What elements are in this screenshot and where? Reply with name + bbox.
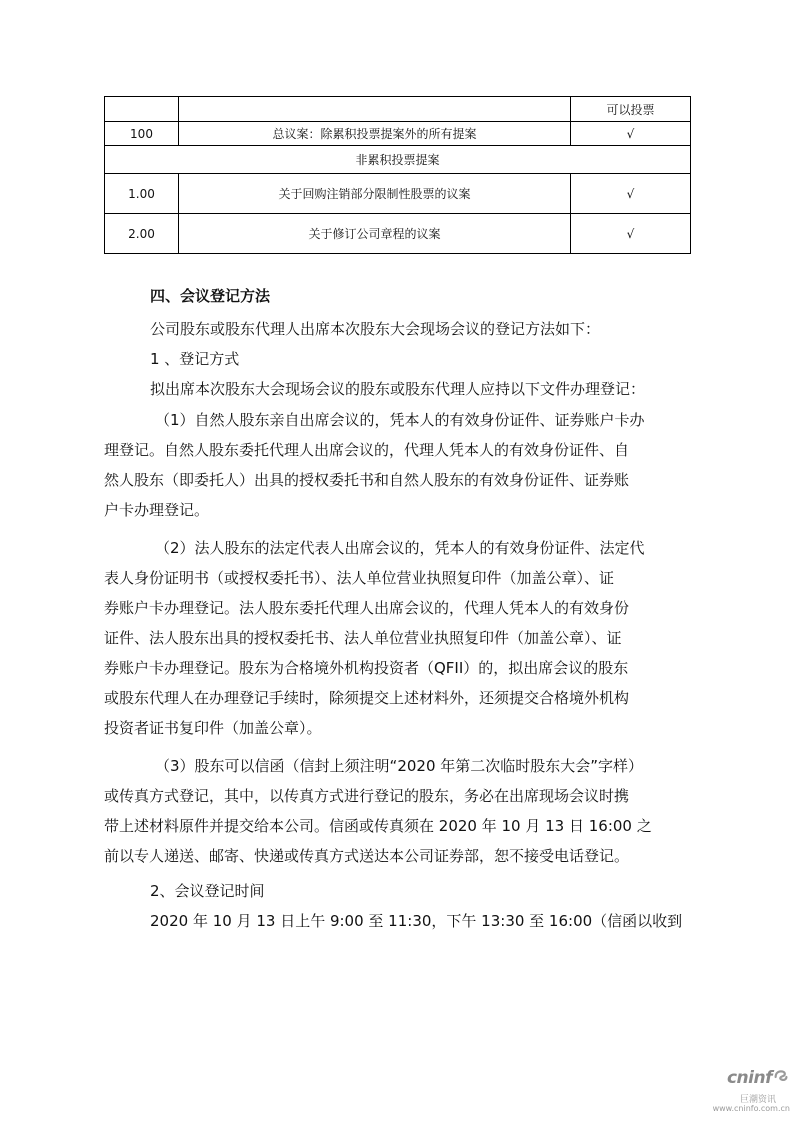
text-line: 投资者证书复印件（加盖公章）。 [104, 719, 322, 737]
text-line: 带上述材料原件并提交给本公司。信函或传真须在 2020 年 10 月 13 日 16:00 之 [104, 817, 652, 835]
table-row [105, 214, 691, 254]
text-line: 或传真方式登记，其中，以传真方式进行登记的股东，务必在出席现场会议时携 [104, 787, 630, 805]
vote-mark: √ [571, 174, 691, 214]
proposal-code: 2.00 [105, 214, 179, 254]
text-line: （2）法人股东的法定代表人出席会议的，凭本人的有效身份证件、法定代 [155, 539, 645, 557]
text-line: （1）自然人股东亲自出席会议的，凭本人的有效身份证件、证券账户卡办 [155, 411, 645, 429]
registration-time-text: 2020 年 10 月 13 日上午 9:00 至 11:30，下午 13:30 至 16:00（信函以收到 [150, 912, 683, 930]
subheading-registration-method: 1 、登记方式 [150, 350, 240, 368]
item-1-natural-person [104, 405, 690, 525]
header-cell-name [179, 97, 571, 122]
table-header-row [105, 97, 691, 122]
table-section-row [105, 146, 691, 174]
swirl-icon [772, 1068, 790, 1086]
intro-paragraph: 公司股东或股东代理人出席本次股东大会现场会议的登记方法如下： [150, 320, 601, 338]
proposal-name: 关于回购注销部分限制性股票的议案 [179, 174, 571, 214]
item-3-mail-fax [104, 751, 690, 871]
text-line: 券账户卡办理登记。股东为合格境外机构投资者（QFII）的，拟出席会议的股东 [104, 659, 629, 677]
brand-url: www.cninfo.com.cn [712, 1104, 790, 1113]
text-line: 或股东代理人在办理登记手续时，除须提交上述材料外，还须提交合格境外机构 [104, 689, 630, 707]
header-cell-vote: 可以投票 [571, 97, 691, 122]
text-line: 证件、法人股东出具的授权委托书、法人单位营业执照复印件（加盖公章）、证 [104, 629, 622, 647]
registration-intro: 拟出席本次股东大会现场会议的股东或股东代理人应持以下文件办理登记： [150, 380, 646, 398]
proposal-name: 关于修订公司章程的议案 [179, 214, 571, 254]
section-label: 非累积投票提案 [105, 146, 691, 174]
proposal-name: 总议案：除累积投票提案外的所有提案 [179, 122, 571, 146]
text-line: 理登记。自然人股东委托代理人出席会议的，代理人凭本人的有效身份证件、自 [104, 441, 630, 459]
vote-mark: √ [571, 214, 691, 254]
proposal-code: 1.00 [105, 174, 179, 214]
proposal-table [104, 96, 691, 254]
text-line: 户卡办理登记。 [104, 501, 210, 519]
item-2-legal-person [104, 533, 690, 743]
text-line: （3）股东可以信函（信封上须注明“2020 年第二次临时股东大会”字样） [155, 757, 644, 775]
text-line: 券账户卡办理登记。法人股东委托代理人出席会议的，代理人凭本人的有效身份 [104, 599, 630, 617]
table-row [105, 174, 691, 214]
vote-mark: √ [571, 122, 691, 146]
text-line: 表人身份证明书（或授权委托书）、法人单位营业执照复印件（加盖公章）、证 [104, 569, 615, 587]
section-heading: 四、会议登记方法 [150, 287, 271, 305]
header-cell-code [105, 97, 179, 122]
text-line: 然人股东（即委托人）出具的授权委托书和自然人股东的有效身份证件、证券账 [104, 471, 630, 489]
table-row [105, 122, 691, 146]
cninfo-watermark-logo [712, 1062, 792, 1113]
text-line: 前以专人递送、邮寄、快递或传真方式送达本公司证券部，恕不接受电话登记。 [104, 847, 630, 865]
subheading-registration-time: 2、会议登记时间 [150, 882, 265, 900]
proposal-code: 100 [105, 122, 179, 146]
brand-wordmark: cninf [726, 1068, 772, 1088]
brand-chinese: 巨潮资讯 [739, 1095, 776, 1105]
